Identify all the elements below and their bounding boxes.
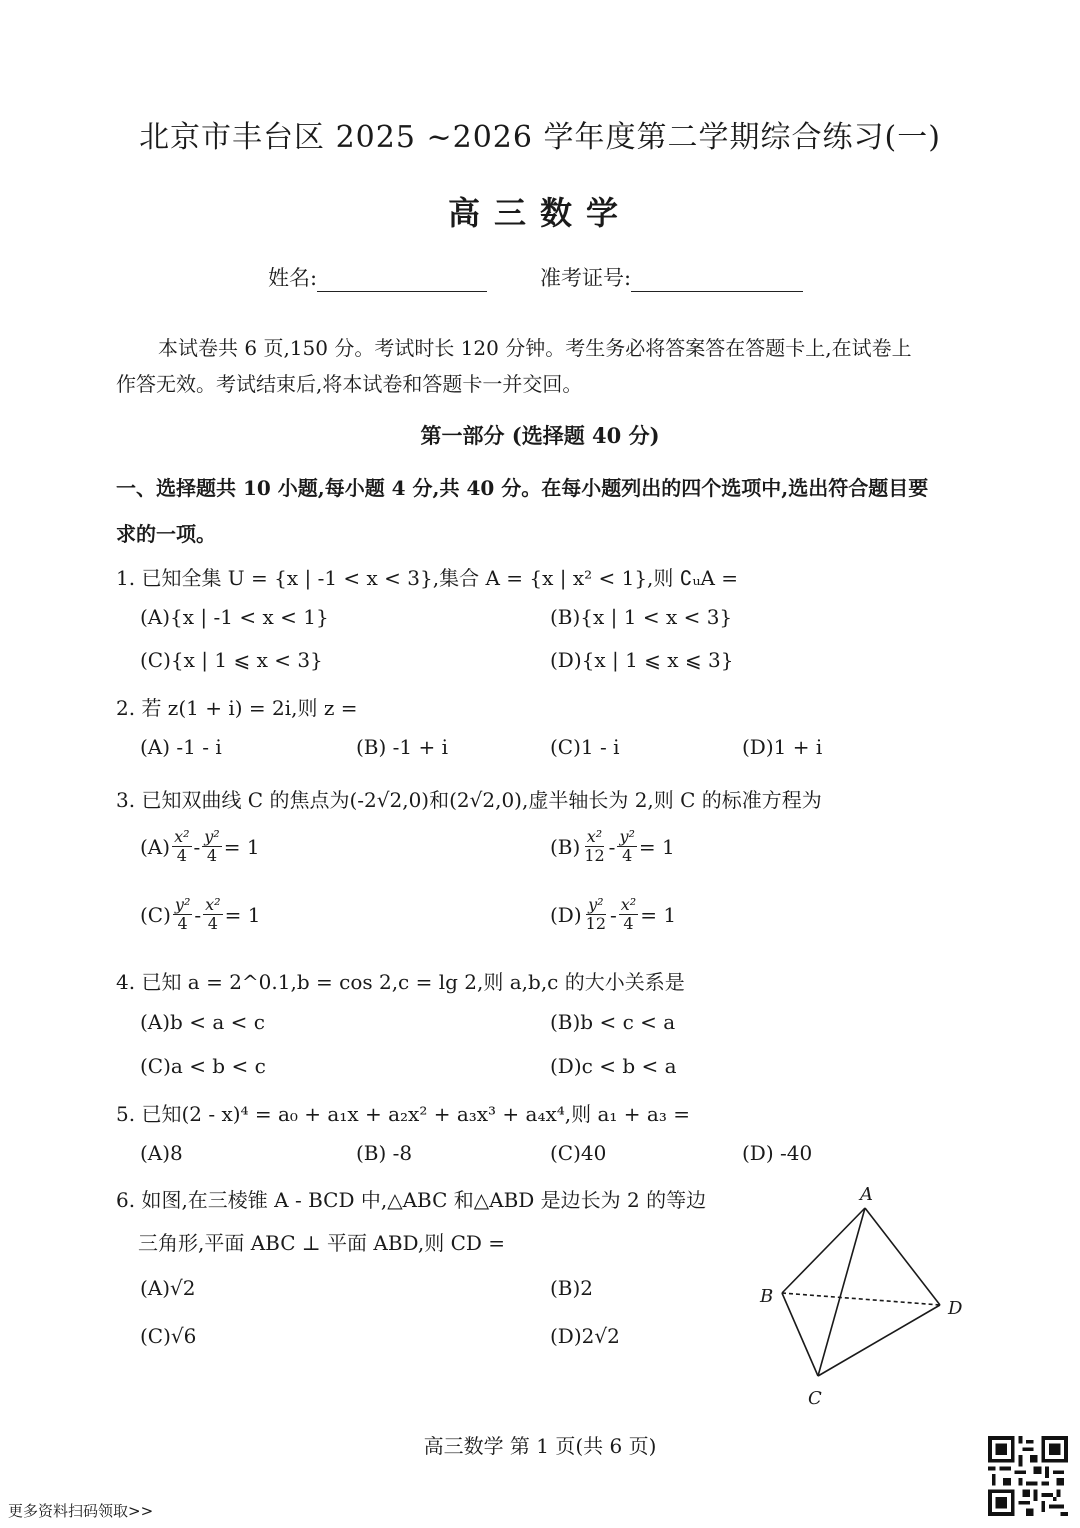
exam-id-field[interactable] <box>540 262 803 292</box>
exam-id-label: 准考证号: <box>540 266 632 290</box>
fraction: $\frac{\text{x²}}{4}$ <box>205 895 221 933</box>
instructions-line-2: 作答无效。考试结束后,将本试卷和答题卡一并交回。 <box>116 372 583 396</box>
fraction: $\frac{\text{y²}}{4}$ <box>204 827 220 865</box>
question-2-option-b[interactable]: (B) -1 + i <box>356 735 449 759</box>
exam-id-blank[interactable] <box>631 269 803 292</box>
vertex-label-a: A <box>860 1184 873 1205</box>
question-3-option-b[interactable]: (B) $\frac{\text{x²}}{12}$ - $\frac{\text{y²}}{4}$ = 1 <box>550 827 675 865</box>
edge-bc <box>782 1293 818 1376</box>
fraction: $\frac{\text{x²}}{4}$ <box>620 895 637 933</box>
question-3-stem: 3. 已知双曲线 C 的焦点为(-2√2,0)和(2√2,0),虚半轴长为 2,则 C 的标准方程为 <box>116 788 822 812</box>
fraction: $\frac{\text{x²}}{12}$ <box>584 827 605 865</box>
equals: = 1 <box>224 902 261 927</box>
question-6-option-c[interactable]: (C)√6 <box>140 1324 197 1348</box>
vertex-label-d: D <box>948 1298 963 1319</box>
question-1-option-b[interactable]: (B){x | 1 < x < 3} <box>550 605 733 629</box>
equals: = 1 <box>223 834 260 859</box>
question-3-option-c[interactable]: (C) $\frac{\text{y²}}{4}$ - $\frac{\text{x²}}{4}$ = 1 <box>140 895 261 933</box>
question-6-option-d[interactable]: (D)2√2 <box>550 1324 620 1348</box>
name-label: 姓名: <box>268 266 318 290</box>
question-4-option-d[interactable]: (D)c < b < a <box>550 1054 677 1078</box>
question-2-option-a[interactable]: (A) -1 - i <box>140 735 222 759</box>
option-letter: (A) <box>140 834 171 859</box>
subject-title: 高三数学 <box>447 194 632 232</box>
section-title: 第一部分 (选择题 40 分) <box>420 423 660 448</box>
fraction: $\frac{\text{x²}}{4}$ <box>174 827 190 865</box>
vertex-label-b: B <box>760 1286 774 1307</box>
question-6-stem-1: 6. 如图,在三棱锥 A - BCD 中,△ABC 和△ABD 是边长为 2 的等边 <box>116 1188 707 1212</box>
exam-title: 北京市丰台区 2025 ~2026 学年度第二学期综合练习(一) <box>139 120 941 155</box>
question-5-option-a[interactable]: (A)8 <box>140 1141 183 1165</box>
question-3-option-a[interactable]: (A) $\frac{\text{x²}}{4}$ - $\frac{\text{y²}}{4}$ = 1 <box>140 827 260 865</box>
option-letter: (D) <box>550 902 582 927</box>
page-footer: 高三数学 第 1 页(共 6 页) <box>423 1434 657 1458</box>
option-letter: (B) <box>550 834 581 859</box>
fraction: $\frac{\text{y²}}{12}$ <box>585 895 606 933</box>
question-4-option-b[interactable]: (B)b < c < a <box>550 1010 676 1034</box>
question-3-option-d[interactable]: (D) $\frac{\text{y²}}{12}$ - $\frac{\text{x²}}{4}$ = 1 <box>550 895 677 933</box>
question-6-stem-2: 三角形,平面 ABC ⊥ 平面 ABD,则 CD = <box>138 1231 506 1255</box>
instructions-line-1: 本试卷共 6 页,150 分。考试时长 120 分钟。考生务必将答案答在答题卡上,在试卷上 <box>158 336 912 360</box>
question-5-option-d[interactable]: (D) -40 <box>742 1141 813 1165</box>
edge-cd <box>818 1305 940 1376</box>
question-5-option-c[interactable]: (C)40 <box>550 1141 607 1165</box>
question-4-option-a[interactable]: (A)b < a < c <box>140 1010 265 1034</box>
fraction: $\frac{\text{y²}}{4}$ <box>619 827 635 865</box>
question-4-option-c[interactable]: (C)a < b < c <box>140 1054 266 1078</box>
tetrahedron-figure <box>740 1180 980 1410</box>
question-6-option-b[interactable]: (B)2 <box>550 1276 594 1300</box>
question-2-option-c[interactable]: (C)1 - i <box>550 735 620 759</box>
question-5-option-b[interactable]: (B) -8 <box>356 1141 413 1165</box>
question-1-option-c[interactable]: (C){x | 1 ⩽ x < 3} <box>140 648 323 672</box>
vertex-label-c: C <box>808 1388 822 1409</box>
edge-bd-hidden <box>782 1293 940 1305</box>
qr-code[interactable] <box>988 1436 1068 1516</box>
equals: = 1 <box>638 834 675 859</box>
question-1-option-a[interactable]: (A){x | -1 < x < 1} <box>140 605 329 629</box>
equals: = 1 <box>640 902 677 927</box>
more-resources-link[interactable]: 更多资料扫码领取>> <box>8 1502 154 1520</box>
question-2-stem: 2. 若 z(1 + i) = 2i,则 z = <box>116 696 358 720</box>
question-5-stem: 5. 已知(2 - x)⁴ = a₀ + a₁x + a₂x² + a₃x³ + a₄x⁴,则 a₁ + a₃ = <box>116 1102 690 1126</box>
fraction: $\frac{\text{y²}}{4}$ <box>174 895 191 933</box>
section-directions-2: 求的一项。 <box>116 522 216 546</box>
question-6-option-a[interactable]: (A)√2 <box>140 1276 196 1300</box>
edge-ad <box>865 1208 940 1305</box>
option-letter: (C) <box>140 902 171 927</box>
name-field[interactable] <box>268 262 487 292</box>
question-4-stem: 4. 已知 a = 2^0.1,b = cos 2,c = lg 2,则 a,b,c 的大小关系是 <box>116 970 685 994</box>
name-blank[interactable] <box>317 269 487 292</box>
question-2-option-d[interactable]: (D)1 + i <box>742 735 823 759</box>
section-directions-1: 一、选择题共 10 小题,每小题 4 分,共 40 分。在每小题列出的四个选项中,选出符合题目要 <box>116 476 929 500</box>
question-1-stem: 1. 已知全集 U = {x | -1 < x < 3},集合 A = {x | x² < 1},则 ∁ᵤA = <box>116 566 739 590</box>
question-1-option-d[interactable]: (D){x | 1 ⩽ x ⩽ 3} <box>550 648 734 672</box>
